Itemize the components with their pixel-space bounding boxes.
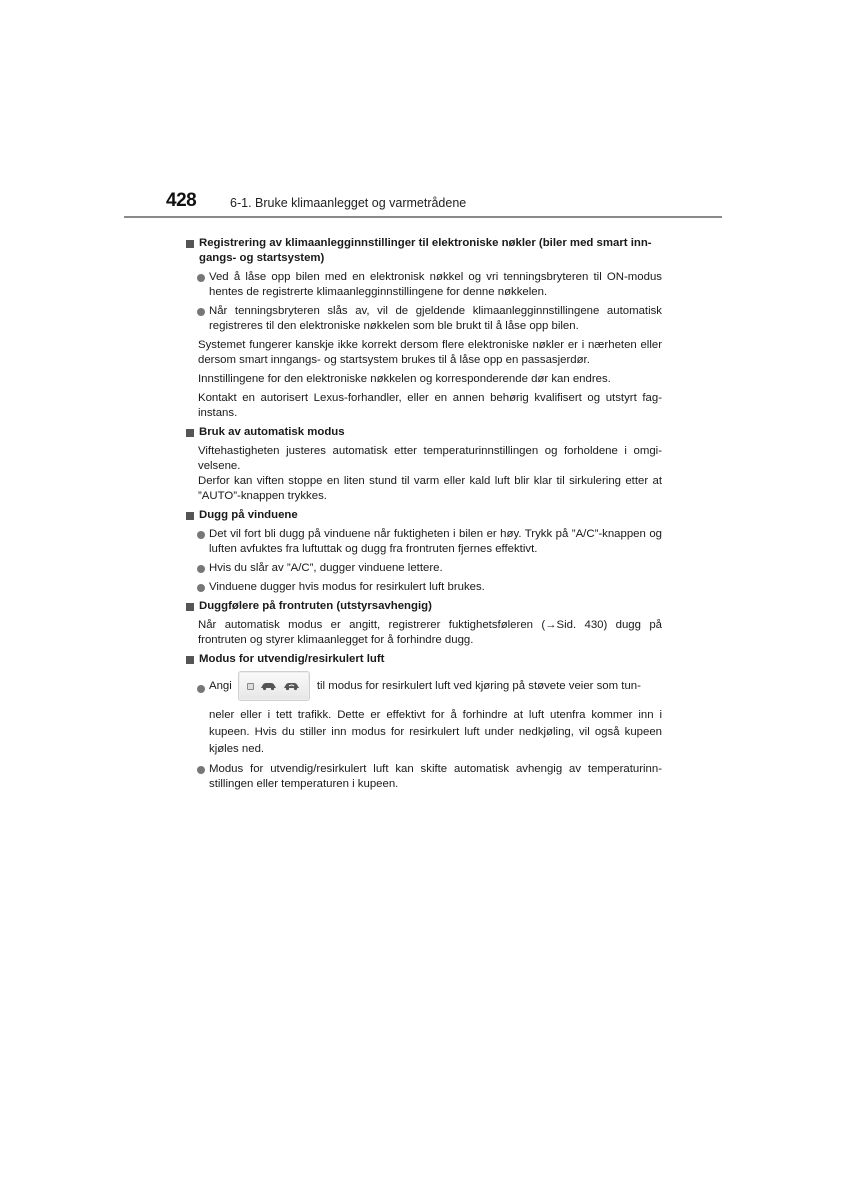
list-item-first-line: [209, 671, 662, 701]
header-divider: [124, 216, 722, 218]
round-bullet-icon: [197, 685, 205, 693]
section-window-fog: [186, 508, 662, 595]
list-item-text: Når tenningsbryteren slås av, vil de gjeldende klimaanlegginnstillingene automatisk registreres til den elektroniske nøkkelen som ble brukt til å låse opp bilen.: [209, 305, 662, 332]
list-item: [186, 527, 662, 557]
section-title: 6-1. Bruke klimaanlegget og varmetrådene: [230, 196, 467, 210]
section-heading-text: Bruk av automatisk modus: [199, 426, 345, 438]
section-heading-text: Modus for utvendig/resirkulert luft: [199, 653, 385, 665]
paragraph: Systemet fungerer kanskje ikke korrekt dersom flere elektroniske nøkler er i nærheten eller dersom smart inngangs- og startsystem brukes til å låse opp en passasjerdør.: [198, 339, 662, 366]
list-item-text: Det vil fort bli dugg på vinduene når fuktigheten i bilen er høy. Trykk på ”A/C”-knappen og luften avfuktes fra luftuttak og dugg fra frontruten fjernes effektivt.: [209, 528, 662, 555]
paragraph: Kontakt en autorisert Lexus-forhandler, eller en annen behørig kvalifisert og utstyrt fag-instans.: [198, 392, 662, 419]
square-bullet-icon: [186, 240, 194, 248]
paragraph: Når automatisk modus er angitt, registrerer fuktighetsføleren (→Sid. 430) dugg på frontruten og styrer klimaanlegget for å forhindre dugg.: [198, 619, 662, 646]
section-key-registration: [186, 236, 662, 421]
round-bullet-icon: [197, 274, 205, 282]
list-item: [186, 671, 662, 758]
round-bullet-icon: [197, 584, 205, 592]
indicator-light-icon: [247, 683, 254, 690]
section-air-mode: [186, 652, 662, 792]
list-item-text: Modus for utvendig/resirkulert luft kan skifte automatisk avhengig av temperaturinn-stillingen eller temperaturen i kupeen.: [209, 763, 662, 790]
list-item-body: [209, 671, 662, 758]
section-heading: [186, 599, 662, 614]
list-item: [186, 561, 662, 576]
round-bullet-icon: [197, 531, 205, 539]
square-bullet-icon: [186, 512, 194, 520]
list-item-text: Ved å låse opp bilen med en elektronisk nøkkel og vri tenningsbryteren til ON-modus hentes de registrerte klimaanlegginnstillingene for denne nøkkelen.: [209, 271, 662, 298]
list-item: [186, 304, 662, 334]
paragraph-line: Viftehastigheten justeres automatisk etter temperaturinnstillingen og forholdene i omgi-velsene.: [198, 445, 662, 472]
list-item: [186, 762, 662, 792]
section-auto-mode: [186, 425, 662, 504]
list-item-text: neler eller i tett trafikk. Dette er effektivt for å forhindre at luft utenfra kommer inn i kupeen. Hvis du stiller inn modus for resirkulert luft under nedkjøling, vil også kupeen kjøles ned.: [209, 709, 662, 755]
section-heading: [186, 425, 662, 440]
page-content: [186, 236, 662, 796]
list-item: [186, 580, 662, 595]
car-outside-air-icon: [260, 681, 277, 691]
square-bullet-icon: [186, 429, 194, 437]
round-bullet-icon: [197, 308, 205, 316]
section-heading-text: Dugg på vinduene: [199, 509, 298, 521]
section-heading-text: Registrering av klimaanlegginnstillinger til elektroniske nøkler (biler med smart inn-gangs- og startsystem): [199, 237, 652, 264]
recirculation-button-icon: [238, 671, 310, 701]
page-header: [0, 0, 848, 220]
list-item-text: til modus for resirkulert luft ved kjøring på støvete veier som tun-: [316, 679, 641, 692]
square-bullet-icon: [186, 656, 194, 664]
paragraph-line: Derfor kan viften stoppe en liten stund til varm eller kald luft blir klar til sirkulering etter at ”AUTO”-knappen trykkes.: [198, 475, 662, 502]
round-bullet-icon: [197, 766, 205, 774]
section-heading: [186, 508, 662, 523]
section-heading: [186, 236, 662, 266]
section-heading-text: Duggfølere på frontruten (utstyrsavhengig): [199, 600, 432, 612]
paragraph: Innstillingene for den elektroniske nøkkelen og korresponderende dør kan endres.: [198, 373, 611, 385]
list-item-text: Hvis du slår av ”A/C”, dugger vinduene lettere.: [209, 562, 443, 574]
car-recirculate-icon: [283, 681, 300, 691]
page-number: 428: [166, 190, 197, 211]
section-heading: [186, 652, 662, 667]
list-item-text: Vinduene dugger hvis modus for resirkulert luft brukes.: [209, 581, 485, 593]
list-item-text: Angi: [209, 679, 232, 692]
paragraph: [186, 444, 662, 504]
list-item: [186, 270, 662, 300]
round-bullet-icon: [197, 565, 205, 573]
square-bullet-icon: [186, 603, 194, 611]
section-fog-sensors: [186, 599, 662, 648]
